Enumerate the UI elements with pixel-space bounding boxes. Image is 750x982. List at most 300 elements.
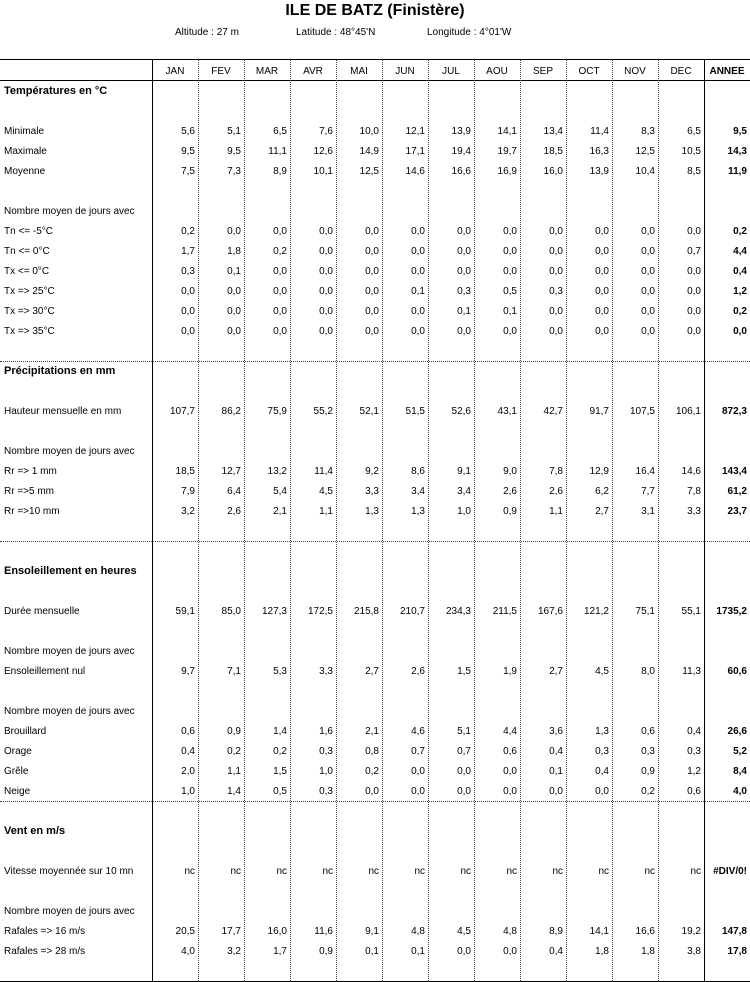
table-cell: 1,1 bbox=[227, 766, 241, 777]
table-cell: 0,0 bbox=[181, 306, 195, 317]
annual-cell: 61,2 bbox=[727, 486, 747, 497]
table-cell: 5,1 bbox=[227, 126, 241, 137]
table-cell: 0,0 bbox=[411, 306, 425, 317]
table-cell: 10,5 bbox=[681, 146, 701, 157]
table-cell: 0,1 bbox=[227, 266, 241, 277]
row-label: Brouillard bbox=[4, 726, 47, 737]
table-cell: 0,0 bbox=[227, 326, 241, 337]
table-cell: 10,0 bbox=[359, 126, 379, 137]
table-cell: 17,7 bbox=[221, 926, 241, 937]
month-header-sep: SEP bbox=[532, 66, 553, 77]
table-cell: 215,8 bbox=[353, 606, 379, 617]
table-cell: 2,1 bbox=[365, 726, 379, 737]
table-cell: 1,0 bbox=[457, 506, 471, 517]
table-cell: 2,7 bbox=[549, 666, 563, 677]
table-cell: 0,0 bbox=[365, 786, 379, 797]
table-cell: 121,2 bbox=[583, 606, 609, 617]
table-cell: 75,9 bbox=[267, 406, 287, 417]
table-cell: 12,6 bbox=[313, 146, 333, 157]
section-heading: Ensoleillement en heures bbox=[4, 565, 137, 577]
table-cell: 0,3 bbox=[457, 286, 471, 297]
table-cell: 0,0 bbox=[457, 766, 471, 777]
table-cell: 0,0 bbox=[457, 246, 471, 257]
table-cell: 52,1 bbox=[359, 406, 379, 417]
table-cell: 0,0 bbox=[457, 266, 471, 277]
table-cell: 2,6 bbox=[227, 506, 241, 517]
table-cell: 0,0 bbox=[595, 246, 609, 257]
table-cell: 91,7 bbox=[589, 406, 609, 417]
annual-cell: 5,2 bbox=[733, 746, 747, 757]
table-cell: 3,4 bbox=[457, 486, 471, 497]
table-cell: 0,0 bbox=[503, 946, 517, 957]
table-cell: 1,3 bbox=[365, 506, 379, 517]
table-cell: 85,0 bbox=[221, 606, 241, 617]
table-cell: 0,2 bbox=[273, 246, 287, 257]
month-header-jan: JAN bbox=[165, 66, 185, 77]
table-cell: 4,0 bbox=[181, 946, 195, 957]
table-cell: 0,0 bbox=[411, 766, 425, 777]
table-cell: 7,8 bbox=[687, 486, 701, 497]
table-cell: 7,9 bbox=[181, 486, 195, 497]
table-cell: 0,0 bbox=[365, 266, 379, 277]
table-cell: 3,1 bbox=[641, 506, 655, 517]
month-header-avr: AVR bbox=[303, 66, 323, 77]
table-cell: 16,0 bbox=[267, 926, 287, 937]
table-cell: nc bbox=[644, 866, 655, 877]
table-cell: 16,6 bbox=[451, 166, 471, 177]
table-cell: 0,0 bbox=[181, 326, 195, 337]
table-cell: 0,0 bbox=[641, 326, 655, 337]
table-cell: 0,0 bbox=[549, 306, 563, 317]
column-divider bbox=[152, 60, 153, 981]
table-cell: 0,0 bbox=[641, 226, 655, 237]
row-label: Durée mensuelle bbox=[4, 606, 80, 617]
table-cell: 8,6 bbox=[411, 466, 425, 477]
table-cell: 0,0 bbox=[595, 286, 609, 297]
table-cell: 0,0 bbox=[503, 246, 517, 257]
table-cell: 0,6 bbox=[503, 746, 517, 757]
table-cell: 0,0 bbox=[319, 326, 333, 337]
table-cell: 1,0 bbox=[319, 766, 333, 777]
table-cell: 3,6 bbox=[549, 726, 563, 737]
table-cell: 14,9 bbox=[359, 146, 379, 157]
table-cell: nc bbox=[598, 866, 609, 877]
annual-cell: 1735,2 bbox=[716, 606, 747, 617]
row-label: Tx => 30°C bbox=[4, 306, 55, 317]
table-cell: 12,9 bbox=[589, 466, 609, 477]
table-cell: 14,6 bbox=[681, 466, 701, 477]
row-label: Vitesse moyennée sur 10 mn bbox=[4, 866, 134, 877]
table-cell: 0,4 bbox=[549, 746, 563, 757]
table-cell: 2,0 bbox=[181, 766, 195, 777]
table-cell: 0,0 bbox=[319, 286, 333, 297]
table-cell: 1,5 bbox=[273, 766, 287, 777]
month-header-aou: AOU bbox=[486, 66, 508, 77]
table-cell: 1,3 bbox=[411, 506, 425, 517]
table-cell: 1,3 bbox=[595, 726, 609, 737]
table-cell: nc bbox=[690, 866, 701, 877]
table-cell: 0,0 bbox=[687, 326, 701, 337]
table-cell: 7,7 bbox=[641, 486, 655, 497]
annual-cell: 0,4 bbox=[733, 266, 747, 277]
table-cell: 0,2 bbox=[273, 746, 287, 757]
annual-cell: 14,3 bbox=[727, 146, 747, 157]
table-cell: 0,0 bbox=[365, 286, 379, 297]
table-cell: 0,0 bbox=[411, 786, 425, 797]
row-label: Nombre moyen de jours avec bbox=[4, 206, 135, 217]
table-cell: 2,7 bbox=[595, 506, 609, 517]
table-cell: 0,0 bbox=[365, 306, 379, 317]
table-cell: nc bbox=[184, 866, 195, 877]
table-cell: 1,8 bbox=[227, 246, 241, 257]
section-divider bbox=[0, 801, 750, 802]
table-cell: 0,0 bbox=[411, 266, 425, 277]
table-cell: 127,3 bbox=[261, 606, 287, 617]
table-cell: 18,5 bbox=[543, 146, 563, 157]
table-cell: 0,3 bbox=[641, 746, 655, 757]
table-cell: 0,4 bbox=[595, 766, 609, 777]
table-cell: 7,6 bbox=[319, 126, 333, 137]
table-cell: 75,1 bbox=[635, 606, 655, 617]
annual-cell: 1,2 bbox=[733, 286, 747, 297]
annual-cell: 9,5 bbox=[733, 126, 747, 137]
table-cell: 107,5 bbox=[629, 406, 655, 417]
table-cell: 0,0 bbox=[319, 266, 333, 277]
table-cell: 0,4 bbox=[181, 746, 195, 757]
table-cell: 5,6 bbox=[181, 126, 195, 137]
table-cell: 16,3 bbox=[589, 146, 609, 157]
table-cell: 6,5 bbox=[273, 126, 287, 137]
annual-cell: 26,6 bbox=[727, 726, 747, 737]
table-cell: 0,1 bbox=[365, 946, 379, 957]
table-cell: 13,9 bbox=[451, 126, 471, 137]
table-cell: 12,7 bbox=[221, 466, 241, 477]
table-cell: 10,4 bbox=[635, 166, 655, 177]
table-cell: 43,1 bbox=[497, 406, 517, 417]
table-cell: 0,0 bbox=[549, 326, 563, 337]
section-heading: Précipitations en mm bbox=[4, 365, 116, 377]
table-cell: 0,0 bbox=[503, 326, 517, 337]
table-cell: 0,0 bbox=[457, 946, 471, 957]
table-cell: 0,3 bbox=[319, 786, 333, 797]
table-cell: 0,0 bbox=[319, 226, 333, 237]
table-cell: 4,8 bbox=[503, 926, 517, 937]
row-label: Tn <= 0°C bbox=[4, 246, 50, 257]
table-cell: 55,2 bbox=[313, 406, 333, 417]
row-label: Grêle bbox=[4, 766, 29, 777]
table-cell: 4,5 bbox=[457, 926, 471, 937]
table-cell: 6,5 bbox=[687, 126, 701, 137]
table-cell: 0,0 bbox=[595, 786, 609, 797]
table-cell: 10,1 bbox=[313, 166, 333, 177]
altitude-text: Altitude : 27 m bbox=[175, 27, 239, 38]
table-cell: 3,3 bbox=[687, 506, 701, 517]
table-cell: 11,1 bbox=[268, 146, 287, 157]
table-cell: 59,1 bbox=[175, 606, 195, 617]
row-label: Nombre moyen de jours avec bbox=[4, 906, 135, 917]
table-cell: 12,5 bbox=[359, 166, 379, 177]
table-cell: 8,9 bbox=[549, 926, 563, 937]
table-cell: 16,9 bbox=[497, 166, 517, 177]
table-cell: 20,5 bbox=[175, 926, 195, 937]
table-cell: 52,6 bbox=[451, 406, 471, 417]
table-cell: 0,7 bbox=[687, 246, 701, 257]
row-label: Rr =>10 mm bbox=[4, 506, 60, 517]
table-cell: 0,4 bbox=[549, 946, 563, 957]
table-cell: 2,6 bbox=[411, 666, 425, 677]
column-divider bbox=[244, 60, 245, 981]
table-cell: 0,3 bbox=[549, 286, 563, 297]
table-cell: 13,4 bbox=[543, 126, 563, 137]
table-cell: 14,1 bbox=[497, 126, 517, 137]
table-cell: 0,0 bbox=[365, 246, 379, 257]
table-cell: 0,0 bbox=[411, 226, 425, 237]
annual-cell: 0,0 bbox=[733, 326, 747, 337]
row-label: Neige bbox=[4, 786, 31, 797]
table-cell: 3,8 bbox=[687, 946, 701, 957]
table-cell: 0,6 bbox=[181, 726, 195, 737]
row-label: Hauteur mensuelle en mm bbox=[4, 406, 122, 417]
table-cell: 3,2 bbox=[227, 946, 241, 957]
table-cell: 0,0 bbox=[549, 226, 563, 237]
table-cell: 0,2 bbox=[365, 766, 379, 777]
table-cell: 0,0 bbox=[595, 266, 609, 277]
row-label: Rr =>5 mm bbox=[4, 486, 55, 497]
table-cell: 0,0 bbox=[503, 266, 517, 277]
column-divider bbox=[658, 60, 659, 981]
station-title: ILE DE BATZ (Finistère) bbox=[285, 2, 465, 19]
month-header-dec: DEC bbox=[670, 66, 692, 77]
table-cell: 14,6 bbox=[405, 166, 425, 177]
column-divider bbox=[428, 60, 429, 981]
table-cell: 9,1 bbox=[365, 926, 379, 937]
table-cell: 0,1 bbox=[503, 306, 517, 317]
table-cell: nc bbox=[552, 866, 563, 877]
table-cell: 0,0 bbox=[181, 286, 195, 297]
table-cell: 0,0 bbox=[549, 246, 563, 257]
table-cell: 2,7 bbox=[365, 666, 379, 677]
table-cell: 0,0 bbox=[457, 226, 471, 237]
month-header-oct: OCT bbox=[578, 66, 600, 77]
table-cell: 0,0 bbox=[273, 226, 287, 237]
table-cell: 0,0 bbox=[503, 226, 517, 237]
column-divider bbox=[198, 60, 199, 981]
table-cell: 13,9 bbox=[589, 166, 609, 177]
table-cell: nc bbox=[460, 866, 471, 877]
row-label: Minimale bbox=[4, 126, 45, 137]
table-cell: 9,5 bbox=[181, 146, 195, 157]
table-cell: 1,7 bbox=[181, 246, 195, 257]
annual-cell: 143,4 bbox=[721, 466, 747, 477]
table-cell: 17,1 bbox=[405, 146, 425, 157]
table-cell: 1,7 bbox=[273, 946, 287, 957]
table-cell: 0,9 bbox=[641, 766, 655, 777]
longitude-text: Longitude : 4°01'W bbox=[427, 27, 512, 38]
column-divider bbox=[520, 60, 521, 981]
table-cell: nc bbox=[506, 866, 517, 877]
table-cell: 1,6 bbox=[319, 726, 333, 737]
annual-cell: 4,0 bbox=[733, 786, 747, 797]
month-header-jul: JUL bbox=[442, 66, 460, 77]
table-cell: 4,5 bbox=[595, 666, 609, 677]
table-cell: 4,8 bbox=[411, 926, 425, 937]
table-cell: 0,0 bbox=[687, 266, 701, 277]
table-cell: 16,0 bbox=[543, 166, 563, 177]
table-cell: 0,7 bbox=[411, 746, 425, 757]
table-cell: 5,1 bbox=[457, 726, 471, 737]
table-cell: 8,3 bbox=[641, 126, 655, 137]
annual-cell: #DIV/0! bbox=[713, 866, 747, 877]
table-cell: 0,0 bbox=[227, 226, 241, 237]
table-cell: 0,9 bbox=[319, 946, 333, 957]
row-label: Ensoleillement nul bbox=[4, 666, 86, 677]
table-cell: 172,5 bbox=[307, 606, 333, 617]
table-cell: 1,5 bbox=[457, 666, 471, 677]
table-cell: 0,0 bbox=[641, 266, 655, 277]
table-cell: 1,8 bbox=[641, 946, 655, 957]
table-cell: 9,0 bbox=[503, 466, 517, 477]
table-cell: 0,7 bbox=[457, 746, 471, 757]
table-cell: 11,4 bbox=[590, 126, 609, 137]
table-cell: 11,4 bbox=[314, 466, 333, 477]
table-cell: 0,9 bbox=[227, 726, 241, 737]
table-cell: 5,4 bbox=[273, 486, 287, 497]
column-divider bbox=[382, 60, 383, 981]
table-cell: 3,2 bbox=[181, 506, 195, 517]
table-cell: 86,2 bbox=[221, 406, 241, 417]
table-cell: 7,3 bbox=[227, 166, 241, 177]
annual-cell: 8,4 bbox=[733, 766, 747, 777]
table-cell: 0,0 bbox=[319, 306, 333, 317]
month-header-nov: NOV bbox=[624, 66, 646, 77]
table-cell: 0,1 bbox=[549, 766, 563, 777]
table-cell: 19,4 bbox=[451, 146, 471, 157]
table-cell: 0,0 bbox=[549, 266, 563, 277]
section-divider bbox=[0, 361, 750, 362]
table-cell: 6,2 bbox=[595, 486, 609, 497]
table-cell: 0,0 bbox=[641, 246, 655, 257]
annual-cell: 4,4 bbox=[733, 246, 747, 257]
table-cell: 0,0 bbox=[641, 286, 655, 297]
table-cell: 0,8 bbox=[365, 746, 379, 757]
table-cell: 1,0 bbox=[181, 786, 195, 797]
table-cell: nc bbox=[230, 866, 241, 877]
table-cell: 19,2 bbox=[681, 926, 701, 937]
table-cell: 0,2 bbox=[641, 786, 655, 797]
table-cell: 210,7 bbox=[399, 606, 425, 617]
table-cell: 0,1 bbox=[411, 286, 425, 297]
table-cell: 0,0 bbox=[457, 326, 471, 337]
table-cell: 0,0 bbox=[457, 786, 471, 797]
table-cell: 12,1 bbox=[405, 126, 425, 137]
month-header-jun: JUN bbox=[395, 66, 415, 77]
table-cell: 0,9 bbox=[503, 506, 517, 517]
table-cell: 0,0 bbox=[273, 326, 287, 337]
table-cell: 211,5 bbox=[492, 606, 517, 617]
table-cell: 0,0 bbox=[273, 286, 287, 297]
table-cell: 8,0 bbox=[641, 666, 655, 677]
annual-cell: 60,6 bbox=[727, 666, 747, 677]
section-divider bbox=[0, 541, 750, 542]
row-label: Rafales => 28 m/s bbox=[4, 946, 86, 957]
month-header-fev: FEV bbox=[211, 66, 231, 77]
table-cell: nc bbox=[368, 866, 379, 877]
table-cell: 0,3 bbox=[687, 746, 701, 757]
table-cell: 13,2 bbox=[267, 466, 287, 477]
table-cell: 0,2 bbox=[227, 746, 241, 757]
table-cell: 14,1 bbox=[589, 926, 609, 937]
column-divider bbox=[474, 60, 475, 981]
table-cell: 1,1 bbox=[319, 506, 333, 517]
table-cell: 1,2 bbox=[687, 766, 701, 777]
table-cell: 0,0 bbox=[595, 306, 609, 317]
table-cell: 107,7 bbox=[169, 406, 195, 417]
row-label: Tx => 35°C bbox=[4, 326, 55, 337]
table-cell: 1,9 bbox=[503, 666, 517, 677]
table-cell: 1,1 bbox=[549, 506, 563, 517]
table-cell: 2,6 bbox=[503, 486, 517, 497]
row-label: Orage bbox=[4, 746, 32, 757]
table-cell: 0,0 bbox=[641, 306, 655, 317]
table-cell: 55,1 bbox=[681, 606, 701, 617]
annual-cell: 872,3 bbox=[721, 406, 747, 417]
annual-cell: 0,2 bbox=[733, 226, 747, 237]
table-cell: 0,0 bbox=[319, 246, 333, 257]
table-cell: 8,9 bbox=[273, 166, 287, 177]
table-cell: 0,0 bbox=[227, 286, 241, 297]
table-cell: 18,5 bbox=[175, 466, 195, 477]
table-cell: 1,4 bbox=[273, 726, 287, 737]
table-cell: 9,5 bbox=[227, 146, 241, 157]
row-label: Nombre moyen de jours avec bbox=[4, 646, 135, 657]
table-cell: 106,1 bbox=[675, 406, 701, 417]
column-divider bbox=[704, 60, 705, 981]
table-cell: 0,2 bbox=[181, 226, 195, 237]
table-cell: 16,6 bbox=[635, 926, 655, 937]
latitude-text: Latitude : 48°45'N bbox=[296, 27, 376, 38]
table-cell: 7,5 bbox=[181, 166, 195, 177]
annual-cell: 0,2 bbox=[733, 306, 747, 317]
table-cell: 0,1 bbox=[457, 306, 471, 317]
table-cell: 0,0 bbox=[687, 286, 701, 297]
table-cell: 9,2 bbox=[365, 466, 379, 477]
table-cell: 42,7 bbox=[543, 406, 563, 417]
table-cell: 4,4 bbox=[503, 726, 517, 737]
table-cell: 0,0 bbox=[365, 226, 379, 237]
table-cell: nc bbox=[322, 866, 333, 877]
table-cell: 0,0 bbox=[503, 786, 517, 797]
table-cell: 8,5 bbox=[687, 166, 701, 177]
table-cell: 0,5 bbox=[273, 786, 287, 797]
table-cell: 3,3 bbox=[365, 486, 379, 497]
table-cell: 1,4 bbox=[227, 786, 241, 797]
row-label: Rr => 1 mm bbox=[4, 466, 57, 477]
table-cell: 11,3 bbox=[682, 666, 701, 677]
row-label: Tx <= 0°C bbox=[4, 266, 50, 277]
table-cell: 16,4 bbox=[635, 466, 655, 477]
month-header-mai: MAI bbox=[350, 66, 368, 77]
table-cell: 5,3 bbox=[273, 666, 287, 677]
table-cell: 4,5 bbox=[319, 486, 333, 497]
table-cell: 3,3 bbox=[319, 666, 333, 677]
table-cell: 0,0 bbox=[595, 326, 609, 337]
row-label: Tx => 25°C bbox=[4, 286, 55, 297]
table-cell: 12,5 bbox=[635, 146, 655, 157]
table-cell: 0,1 bbox=[411, 946, 425, 957]
row-label: Nombre moyen de jours avec bbox=[4, 706, 135, 717]
table-cell: 7,1 bbox=[227, 666, 241, 677]
table-cell: 0,0 bbox=[595, 226, 609, 237]
